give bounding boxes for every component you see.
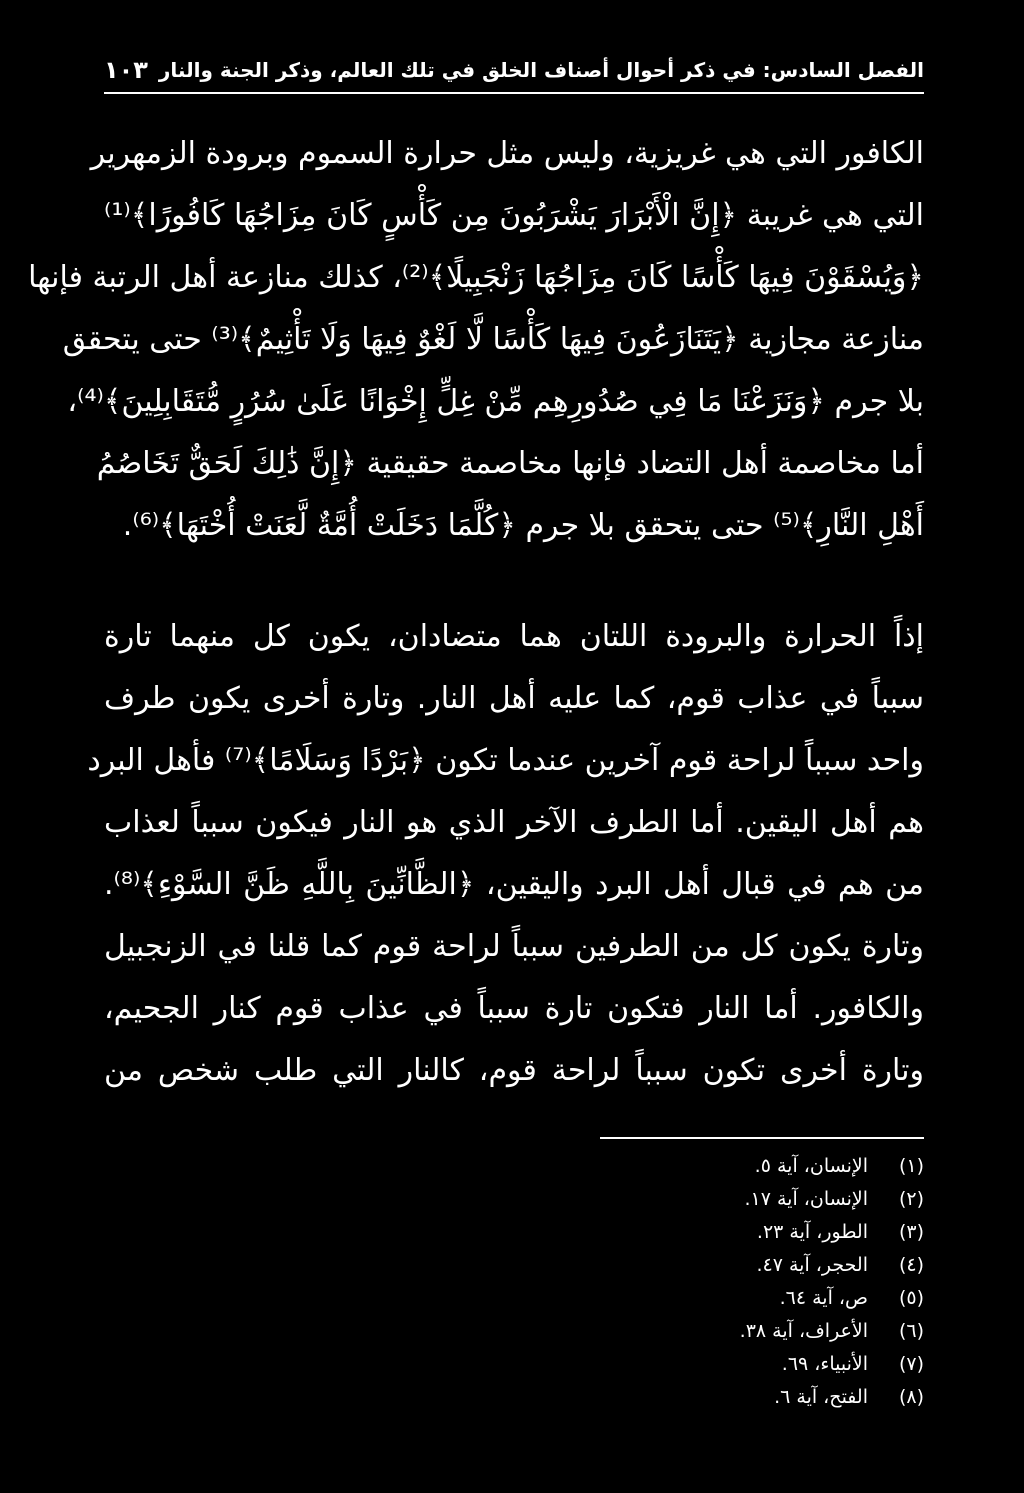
text-line: واحد سبباً لراحة قوم آخرين عندما تكون ﴿بَرْدًا وَسَلَامًا﴾⁽⁷⁾ فأهل البرد <box>87 743 924 778</box>
text-line: التي هي غريبة ﴿إِنَّ الْأَبْرَارَ يَشْرَبُونَ مِن كَأْسٍ كَانَ مِزَاجُهَا كَافُورًا﴾⁽¹⁾ <box>104 198 924 233</box>
footnote-number: (٦) <box>898 1320 924 1342</box>
footnote-text: الأنبياء، ٦٩. <box>781 1353 868 1375</box>
chapter-title: الفصل السادس: في ذكر أحوال أصناف الخلق في تلك العالم، وذكر الجنة والنار <box>158 58 924 82</box>
footnote-text: الحجر، آية ٤٧. <box>756 1254 868 1276</box>
text-line: وتارة يكون كل من الطرفين سبباً لراحة قوم كما قلنا في الزنجبيل <box>104 929 924 964</box>
footnote-number: (٣) <box>898 1221 924 1243</box>
footnote-text: ص، آية ٦٤. <box>779 1287 868 1309</box>
footnote-divider <box>600 1137 924 1139</box>
footnote-text: الطور، آية ٢٣. <box>756 1221 868 1243</box>
text-line: وتارة أخرى تكون سبباً لراحة قوم، كالنار التي طلب شخص من <box>104 1053 924 1088</box>
text-line: هم أهل اليقين. أما الطرف الآخر الذي هو النار فيكون سبباً لعذاب <box>104 805 924 840</box>
paragraph-2 <box>87 606 924 1102</box>
footnote <box>524 1249 924 1282</box>
footnote-number: (٢) <box>898 1188 924 1210</box>
footnote <box>524 1348 924 1381</box>
text-line: منازعة مجازية ﴿يَتَنَازَعُونَ فِيهَا كَأْسًا لَّا لَغْوٌ فِيهَا وَلَا تَأْثِيمٌ﴾⁽³⁾ حتى يتحقق <box>62 322 924 357</box>
footnote-text: الإنسان، آية ٥. <box>754 1155 868 1177</box>
footnote-number: (٥) <box>898 1287 924 1309</box>
text-line: أما مخاصمة أهل التضاد فإنها مخاصمة حقيقية ﴿إِنَّ ذَٰلِكَ لَحَقٌّ تَخَاصُمُ <box>96 446 924 481</box>
footnote-text: الإنسان، آية ١٧. <box>744 1188 868 1210</box>
text-line: بلا جرم ﴿وَنَزَعْنَا مَا فِي صُدُورِهِم مِّنْ غِلٍّ إِخْوَانًا عَلَىٰ سُرُرٍ مُّتَقَابِلِينَ﴾⁽⁴⁾، <box>67 384 924 419</box>
footnote <box>524 1183 924 1216</box>
text-line: أَهْلِ النَّارِ﴾⁽⁵⁾ حتى يتحقق بلا جرم ﴿كُلَّمَا دَخَلَتْ أُمَّةٌ لَّعَنَتْ أُخْتَهَا﴾⁽⁶⁾. <box>122 508 924 543</box>
text-line: سبباً في عذاب قوم، كما عليه أهل النار. وتارة أخرى يكون طرف <box>104 681 924 716</box>
text-line: من هم في قبال أهل البرد واليقين، ﴿الظَّانِّينَ بِاللَّهِ ظَنَّ السَّوْءِ﴾⁽⁸⁾. <box>104 867 924 902</box>
footnote-number: (٨) <box>898 1386 924 1408</box>
text-line: الكافور التي هي غريزية، وليس مثل حرارة السموم وبرودة الزمهرير <box>90 136 924 171</box>
footnote <box>524 1315 924 1348</box>
footnotes <box>524 1150 924 1414</box>
footnote <box>524 1150 924 1183</box>
footnote <box>524 1282 924 1315</box>
footnote-text: الفتح، آية ٦. <box>774 1386 868 1408</box>
text-line: إذاً الحرارة والبرودة اللتان هما متضادان، يكون كل منهما تارة <box>104 619 924 654</box>
footnote-number: (٤) <box>898 1254 924 1276</box>
paragraph-1 <box>28 123 924 557</box>
footnote <box>524 1381 924 1414</box>
footnote-text: الأعراف، آية ٣٨. <box>739 1320 868 1342</box>
text-line: والكافور. أما النار فتكون تارة سبباً في عذاب قوم كنار الجحيم، <box>104 991 924 1026</box>
running-header <box>104 50 924 90</box>
footnote-number: (١) <box>898 1155 924 1177</box>
footnote <box>524 1216 924 1249</box>
text-line: ﴿وَيُسْقَوْنَ فِيهَا كَأْسًا كَانَ مِزَاجُهَا زَنْجَبِيلًا﴾⁽²⁾، كذلك منازعة أهل الرتبة فإنها <box>28 260 924 295</box>
header-divider <box>104 92 924 94</box>
footnote-number: (٧) <box>898 1353 924 1375</box>
page-number: ١٠٣ <box>104 56 148 84</box>
